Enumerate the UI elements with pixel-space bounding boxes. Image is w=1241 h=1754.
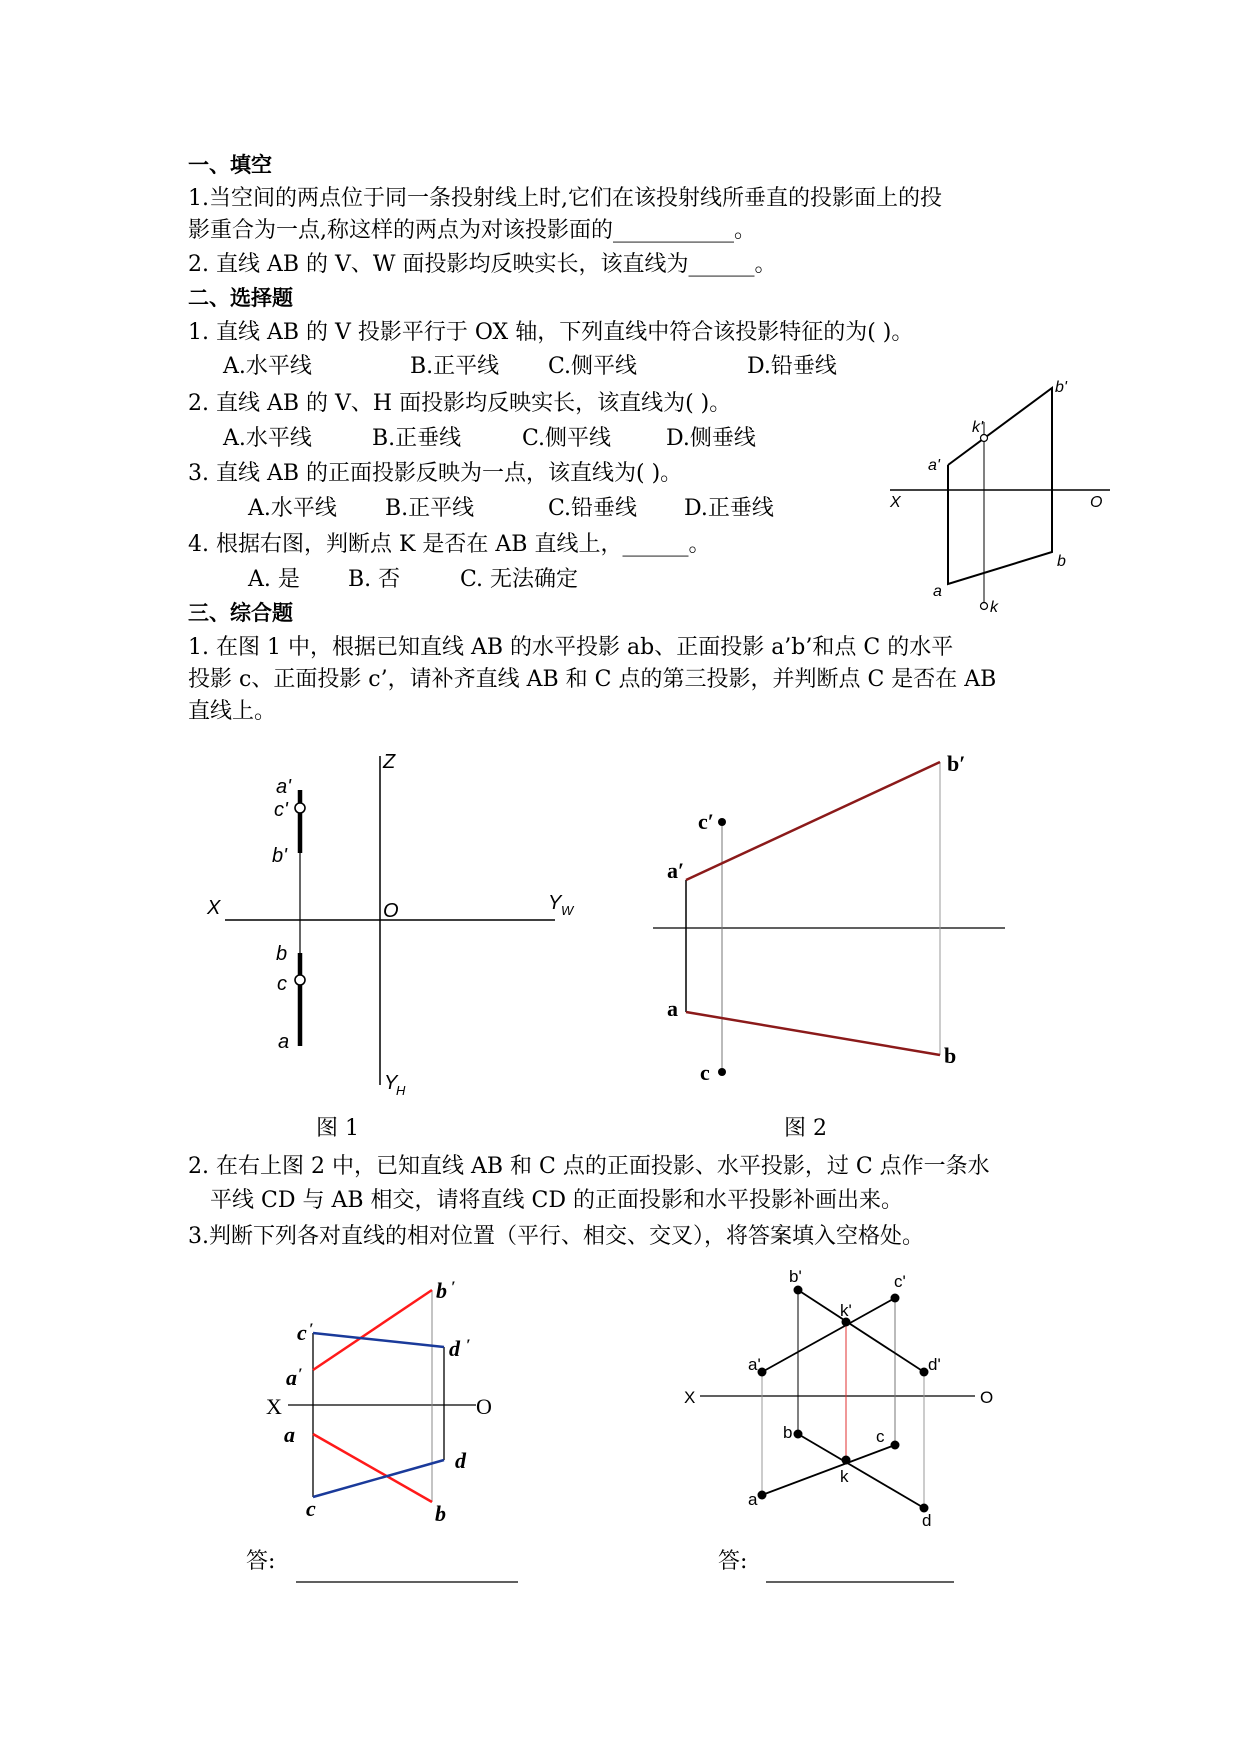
answer-label-right: 答: [718,1549,748,1574]
choice-2-option-d: D.侧垂线 [666,426,756,451]
figure-4 [700,1290,975,1508]
figure-3 [288,1290,476,1502]
k-on-ab-figure [890,388,1110,610]
fig3-label-c-prime-mark: ′ [309,1321,314,1338]
fig4-label-o: O [980,1388,994,1407]
fig3-label-b-prime-mark: ′ [451,1279,456,1296]
fig2-point-c [718,1068,726,1076]
section-fill-heading: 一、填空 [188,153,272,177]
fig4-label-c-prime: c' [894,1272,906,1291]
fig1-point-c [295,975,305,985]
fig4-line-bd [798,1434,924,1508]
comp-question-1-line-2: 投影 c、正面投影 c’，请补齐直线 AB 和 C 点的第三投影，并判断点 C 是否在 AB [188,667,997,692]
k-fig-label-b: b [1057,553,1066,570]
choice-1-option-b: B.正平线 [410,354,500,379]
fig3-label-d: d [455,1448,466,1473]
fig3-label-d-prime: d [449,1336,460,1361]
choice-2-option-b: B.正垂线 [372,426,462,451]
choice-2-option-a: A.水平线 [223,426,312,451]
fig3-label-c: c [306,1496,316,1521]
fig1-point-c-prime [295,803,305,813]
fig4-label-k: k [840,1467,849,1486]
fig2-point-c-prime [718,818,726,826]
fig3-label-a: a [284,1422,295,1447]
fig4-label-c: c [876,1427,885,1446]
fig4-label-b: b [783,1423,793,1442]
fig1-label-yh: Y [384,1072,398,1094]
fig2-label-b: b [944,1043,957,1068]
comp-question-1-line-3: 直线上。 [188,699,277,724]
fig2-label-c-prime: c′ [698,809,714,834]
fig3-label-b-prime: b [436,1278,447,1303]
comp-question-3: 3.判断下列各对直线的相对位置（平行、相交、交叉），将答案填入空格处。 [188,1224,924,1249]
fig3-line-c-prime-d-prime [313,1333,444,1347]
choice-3-option-a: A.水平线 [248,496,337,521]
fig4-label-d: d [922,1511,932,1530]
fig4-point-b-prime [794,1286,803,1295]
fig3-label-x: X [266,1394,282,1419]
choice-1-option-c: C.侧平线 [548,354,638,379]
fig1-label-b: b [276,943,288,965]
k-fig-label-a-prime: a' [928,457,940,474]
fig2-label-a: a [667,996,678,1021]
fig3-label-c-prime: c [297,1320,307,1345]
fig3-label-d-prime-mark: ′ [466,1337,471,1354]
fig4-point-a [758,1491,767,1500]
fig4-label-x: X [684,1388,696,1407]
figure-1-caption: 图 1 [316,1116,359,1141]
fig1-label-z: Z [383,751,396,773]
fig1-label-yh-subscript: H [396,1083,406,1098]
section-comprehensive-heading: 三、综合题 [188,601,293,625]
section-choice-heading: 二、选择题 [188,286,293,310]
choice-1-option-a: A.水平线 [223,354,312,379]
choice-1-option-d: D.铅垂线 [747,354,837,379]
fig4-label-d-prime: d' [928,1355,941,1374]
choice-4-option-a: A. 是 [248,567,300,592]
fill-question-1-line-2: 影重合为一点,称这样的两点为对该投影面的___________。 [188,218,756,243]
choice-question-4: 4. 根据右图，判断点 K 是否在 AB 直线上，______。 [188,532,711,557]
fig2-label-a-prime: a′ [667,858,685,883]
k-fig-label-x: X [890,494,901,511]
choice-4-option-c: C. 无法确定 [460,567,579,592]
fig2-line-ab [686,1012,940,1055]
fig2-label-b-prime: b′ [947,751,966,776]
fig3-line-cd [313,1460,444,1497]
fig3-label-a-prime: a [286,1365,297,1390]
k-fig-point-k [981,603,988,610]
k-fig-label-b-prime: b' [1055,379,1067,396]
choice-3-option-c: C.铅垂线 [548,496,638,521]
fig1-label-b-prime: b' [272,845,287,867]
fig4-point-k [842,1456,851,1465]
fig1-label-o: O [383,900,399,922]
fig4-point-b [794,1430,803,1439]
k-fig-label-o: O [1090,494,1103,511]
fig2-label-c: c [700,1060,710,1085]
fig1-label-c-prime: c' [274,799,288,821]
fig1-label-yw: Y [548,892,562,914]
fig3-line-a-prime-b-prime [313,1290,432,1370]
comp-question-2-line-2: 平线 CD 与 AB 相交，请将直线 CD 的正面投影和水平投影补画出来。 [210,1188,903,1213]
figure-2-caption: 图 2 [784,1116,827,1141]
k-fig-label-k: k [990,599,998,616]
comp-question-1-line-1: 1. 在图 1 中，根据已知直线 AB 的水平投影 ab、正面投影 a’b’和点 C 的水平 [188,635,954,660]
k-fig-label-k-prime: k' [972,419,984,436]
fig1-label-x: X [207,897,221,919]
fig1-label-a: a [278,1031,290,1053]
fig4-label-b-prime: b' [789,1267,802,1286]
fig1-label-yw-subscript: W [561,903,574,918]
k-fig-projection-lines [948,388,1052,584]
fig1-label-a-prime: a' [276,776,291,798]
fig3-label-b: b [435,1501,446,1526]
fig4-point-c [891,1441,900,1450]
choice-3-option-d: D.正垂线 [684,496,774,521]
fill-question-2: 2. 直线 AB 的 V、W 面投影均反映实长，该直线为______。 [188,252,777,277]
fig1-label-c: c [277,973,287,995]
fig4-point-c-prime [891,1294,900,1303]
choice-question-3: 3. 直线 AB 的正面投影反映为一点，该直线为( )。 [188,461,683,486]
fig3-label-o: O [476,1394,492,1419]
fig4-label-a: a [748,1490,758,1509]
fig4-line-b-prime-d-prime [798,1290,924,1372]
fig4-label-a-prime: a' [748,1355,761,1374]
comp-question-2-line-1: 2. 在右上图 2 中，已知直线 AB 和 C 点的正面投影、水平投影，过 C 点作一条水 [188,1154,990,1179]
fig3-label-a-prime-mark: ′ [298,1366,303,1383]
choice-question-2: 2. 直线 AB 的 V、H 面投影均反映实长，该直线为( )。 [188,391,732,416]
choice-3-option-b: B.正平线 [385,496,475,521]
choice-question-1: 1. 直线 AB 的 V 投影平行于 OX 轴，下列直线中符合该投影特征的为( )。 [188,320,914,345]
k-fig-label-a: a [933,583,942,600]
choice-2-option-c: C.侧平线 [522,426,612,451]
fig4-label-k-prime: k' [840,1301,852,1320]
choice-4-option-b: B. 否 [348,567,401,592]
answer-label-left: 答: [246,1549,276,1574]
fill-question-1-line-1: 1.当空间的两点位于同一条投射线上时,它们在该投射线所垂直的投影面上的投 [188,186,942,211]
